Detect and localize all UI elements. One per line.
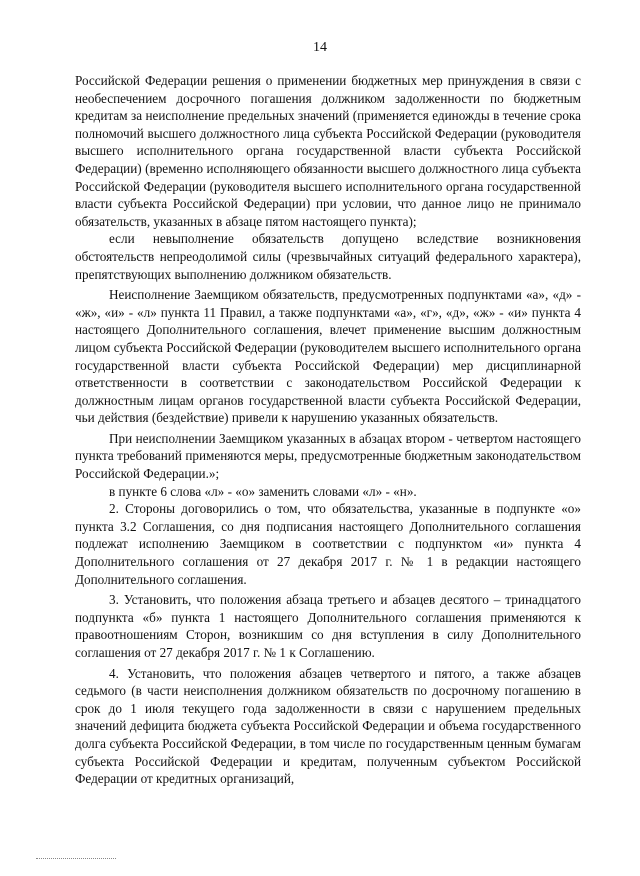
paragraph-force-majeure: если невыполнение обязательств допущено вследствие возникновения обстоятельств непреодолимой силы (чрезвычайных ситуаций федерального характера), препятствующих выполнению должником обязательств. bbox=[75, 231, 581, 282]
footer-rule bbox=[36, 858, 116, 859]
paragraph-continuation: Российской Федерации решения о применении бюджетных мер принуждения в связи с необеспечением досрочного погашения должником задолженности по бюджетным кредитам за неисполнение предельных значений (применяется единожды в течение срока полномочий высшего должностного лица субъекта Российской Федерации (руководителя высшего исполнительного органа государственной власти субъекта Российской Федерации) (временно исполняющего обязанности высшего должностного лица субъекта Российской Федерации (руководителя высшего исполнительного органа государственной власти субъекта Российской Федерации) при условии, что данное лицо не принимало обязательств, указанных в абзаце пятом настоящего пункта); bbox=[75, 73, 581, 229]
document-body bbox=[75, 72, 581, 788]
paragraph-item-3: 3. Установить, что положения абзаца третьего и абзацев десятого – тринадцатого подпункта «б» пункта 1 настоящего Дополнительного соглашения применяются к правоотношениям Сторон, возникшим со дня вступления в силу Дополнительного соглашения от 27 декабря 2017 г. № 1 к Соглашению. bbox=[75, 592, 581, 660]
page-number: 14 bbox=[313, 40, 327, 55]
paragraph-item-2: 2. Стороны договорились о том, что обязательства, указанные в подпункте «о» пункта 3.2 Соглашения, со дня подписания настоящего Дополнительного соглашения подлежат исполнению Заемщиком в соответствии с подпунктом «и» пункта 4 Дополнительного соглашения от 27 декабря 2017 г. № 1 в редакции настоящего Дополнительного соглашения. bbox=[75, 501, 581, 587]
paragraph-clause-6: в пункте 6 слова «л» - «о» заменить словами «л» - «н». bbox=[109, 483, 417, 499]
paragraph-item-4: 4. Установить, что положения абзацев четвертого и пятого, а также абзацев седьмого (в части неисполнения должником обязательств по досрочному погашению в срок до 1 июля текущего года задолженности в связи с нарушением предельных значений дефицита бюджета субъекта Российской Федерации и объема государственного долга субъекта Российской Федерации, в том числе по государственным ценным бумагам субъекта Российской Федерации и кредитам, полученным субъектом Российской Федерации от кредитных организаций, bbox=[75, 665, 581, 787]
paragraph-non-fulfillment: Неисполнение Заемщиком обязательств, предусмотренных подпунктами «а», «д» - «ж», «и» - «л» пункта 11 Правил, а также подпунктами «а», «г», «д», «ж» - «и» пункта 4 настоящего Дополнительного соглашения, влечет применение высшим должностным лицом субъекта Российской Федерации (руководителем высшего исполнительного органа государственной власти субъекта Российской Федерации) мер дисциплинарной ответственности в соответствии с законодательством Российской Федерации к должностным лицам органов государственной власти субъекта Российской Федерации, чьи действия (бездействие) привели к нарушению указанных обязательств. bbox=[75, 287, 581, 426]
paragraph-budget-measures: При неисполнении Заемщиком указанных в абзацах втором - четвертом настоящего пункта требований применяются меры, предусмотренные бюджетным законодательством Российской Федерации.»; bbox=[75, 430, 581, 482]
